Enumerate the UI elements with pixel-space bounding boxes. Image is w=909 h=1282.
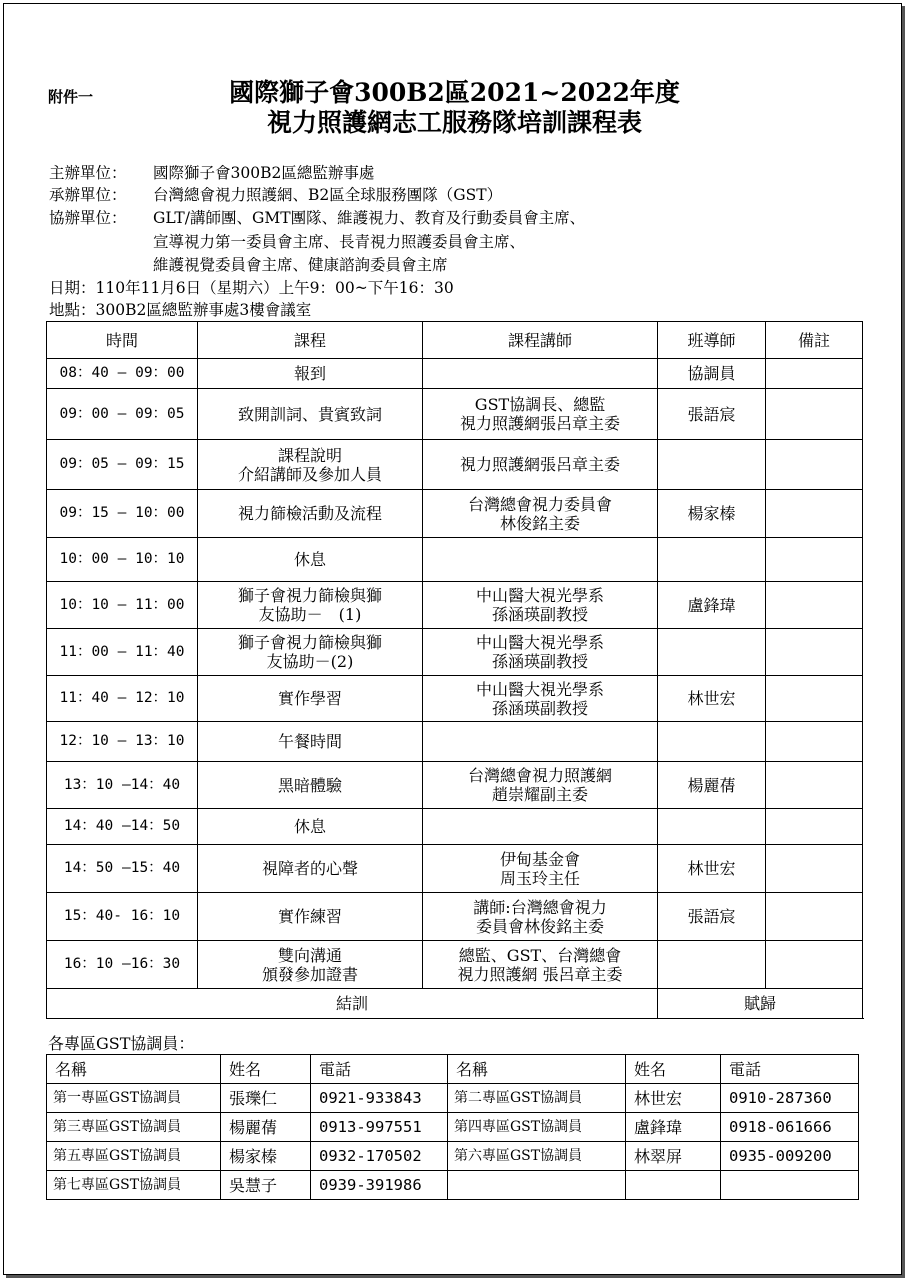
lecturer-line: 委員會林俊銘主委 [475, 916, 604, 936]
course-line: 頒發參加證書 [261, 964, 358, 984]
schedule-time: 14：50 –15：40 [47, 845, 198, 893]
schedule-time: 11：00 – 11：40 [47, 629, 198, 676]
attachment-label: 附件一 [48, 88, 94, 106]
schedule-tutor [658, 722, 766, 762]
course-line: 休息 [293, 550, 326, 569]
schedule-row [47, 582, 863, 629]
lecturer-line: 孫涵瑛副教授 [491, 605, 588, 624]
schedule-remarks [766, 941, 863, 989]
lecturer-line: 視力照護網張呂章主委 [459, 455, 620, 474]
coord-phone [721, 1171, 859, 1200]
coord-phone: 0913-997551 [311, 1113, 448, 1142]
course-line: 實作練習 [277, 907, 342, 926]
coordinator-row [47, 1142, 859, 1171]
schedule-time: 10：10 – 11：00 [47, 582, 198, 629]
schedule-lecturer [423, 676, 658, 722]
schedule-time: 10：00 – 10：10 [47, 538, 198, 582]
schedule-lecturer [423, 440, 658, 490]
coord-header-phone: 電話 [311, 1055, 448, 1084]
schedule-time: 16：10 –16：30 [47, 941, 198, 989]
coord-phone: 0939-391986 [311, 1171, 448, 1200]
schedule-remarks [766, 893, 863, 941]
schedule-row [47, 845, 863, 893]
coord-area: 第五專區GST協調員 [47, 1142, 221, 1171]
lecturer-line: 林俊銘主委 [499, 513, 580, 533]
schedule-tutor: 楊家榛 [658, 490, 766, 538]
schedule-remarks [766, 762, 863, 809]
schedule-lecturer [423, 845, 658, 893]
schedule-tutor: 楊麗蒨 [658, 762, 766, 809]
course-line: 視力篩檢活動及流程 [237, 504, 382, 523]
schedule-remarks [766, 809, 863, 845]
schedule-row [47, 538, 863, 582]
schedule-tutor: 張語宸 [658, 893, 766, 941]
coordinator-row [47, 1084, 859, 1113]
schedule-remarks [766, 676, 863, 722]
coord-header-person-2: 姓名 [626, 1055, 721, 1084]
host-label: 承辦單位： [49, 186, 127, 204]
lecturer-line: 總監、GST、台灣總會 [458, 945, 622, 965]
coord-person: 林世宏 [626, 1084, 721, 1113]
host-value: 台灣總會視力照護網、B2區全球服務團隊（GST） [153, 186, 503, 204]
schedule-row [47, 762, 863, 809]
schedule-lecturer [423, 359, 658, 389]
host-line [49, 185, 502, 205]
schedule-time: 14：40 –14：50 [47, 809, 198, 845]
schedule-closing-row [47, 989, 863, 1019]
schedule-course [198, 762, 423, 809]
coord-area: 第七專區GST協調員 [47, 1171, 221, 1200]
schedule-course [198, 490, 423, 538]
coord-area [448, 1171, 626, 1200]
schedule-tutor [658, 538, 766, 582]
schedule-row [47, 893, 863, 941]
schedule-lecturer [423, 538, 658, 582]
schedule-header-row [47, 322, 863, 359]
schedule-remarks [766, 845, 863, 893]
schedule-time: 09：05 – 09：15 [47, 440, 198, 490]
lecturer-line: 講師:台灣總會視力 [473, 897, 607, 917]
schedule-course [198, 389, 423, 440]
schedule-lecturer [423, 762, 658, 809]
schedule-row [47, 440, 863, 490]
schedule-remarks [766, 722, 863, 762]
closing-right-text: 賦歸 [743, 994, 776, 1013]
organizer-label: 主辦單位： [49, 164, 127, 182]
organizer-line [49, 163, 374, 183]
coord-area: 第六專區GST協調員 [448, 1142, 626, 1171]
lecturer-line: 視力照護網張呂章主委 [459, 414, 620, 433]
course-line: 休息 [293, 817, 326, 836]
course-line: 友協助－(2) [266, 652, 354, 671]
co-organizer-line [49, 208, 585, 228]
coord-phone: 0921-933843 [311, 1084, 448, 1113]
coord-person: 張瓅仁 [221, 1084, 311, 1113]
schedule-lecturer [423, 582, 658, 629]
schedule-row [47, 941, 863, 989]
schedule-lecturer [423, 389, 658, 440]
schedule-lecturer [423, 629, 658, 676]
course-line: 午餐時間 [277, 732, 342, 751]
lecturer-line: 視力照護網 張呂章主委 [457, 964, 623, 984]
event-date: 日期：110年11月6日（星期六）上午9：00~下午16：30 [49, 279, 454, 297]
schedule-row [47, 389, 863, 440]
schedule-course [198, 629, 423, 676]
course-line: 黑暗體驗 [277, 775, 342, 795]
lecturer-line: 中山醫大視光學系 [475, 633, 604, 652]
schedule-remarks [766, 538, 863, 582]
coordinators-title: 各專區GST協調員： [48, 1034, 195, 1053]
co-organizer-value-3: 維護視覺委員會主席、健康諮詢委員會主席 [153, 256, 448, 274]
lecturer-line: 趙崇耀副主委 [491, 785, 588, 804]
coord-person [626, 1171, 721, 1200]
schedule-course [198, 893, 423, 941]
coord-phone: 0910-287360 [721, 1084, 859, 1113]
coord-phone: 0935-009200 [721, 1142, 859, 1171]
schedule-tutor: 張語宸 [658, 389, 766, 440]
coordinator-row [47, 1171, 859, 1200]
course-line: 實作學習 [277, 689, 342, 708]
schedule-time: 15：40- 16：10 [47, 893, 198, 941]
schedule-tutor [658, 941, 766, 989]
schedule-remarks [766, 629, 863, 676]
coord-area: 第三專區GST協調員 [47, 1113, 221, 1142]
header-lecturer: 課程講師 [423, 322, 658, 359]
closing-left-text: 結訓 [335, 994, 368, 1013]
schedule-remarks [766, 440, 863, 490]
schedule-course [198, 676, 423, 722]
lecturer-line: GST協調長、總監 [474, 395, 606, 414]
co-organizer-label: 協辦單位： [49, 209, 127, 227]
lecturer-line: 周玉玲主任 [499, 868, 580, 888]
schedule-course [198, 941, 423, 989]
document-title-line2: 視力照護網志工服務隊培訓課程表 [266, 108, 642, 137]
schedule-course [198, 359, 423, 389]
schedule-lecturer [423, 490, 658, 538]
schedule-row [47, 676, 863, 722]
schedule-row [47, 722, 863, 762]
coord-phone: 0918-061666 [721, 1113, 859, 1142]
lecturer-line: 伊甸基金會 [499, 849, 580, 869]
schedule-course [198, 845, 423, 893]
organizer-value: 國際獅子會300B2區總監辦事處 [153, 164, 375, 182]
course-line: 視障者的心聲 [261, 859, 358, 878]
lecturer-line: 孫涵瑛副教授 [491, 652, 588, 671]
schedule-tutor: 盧鋒瑋 [658, 582, 766, 629]
schedule-remarks [766, 359, 863, 389]
course-line: 雙向溝通 [277, 945, 342, 965]
event-place: 地點：300B2區總監辦事處3樓會議室 [49, 301, 312, 319]
course-line: 友協助－ (1) [258, 605, 362, 624]
header-time: 時間 [47, 322, 198, 359]
schedule-course [198, 582, 423, 629]
course-line: 介紹講師及參加人員 [237, 464, 382, 484]
co-organizer-value-1: GLT/講師團、GMT團隊、維護視力、教育及行動委員會主席、 [153, 209, 586, 227]
schedule-lecturer [423, 722, 658, 762]
schedule-tutor: 林世宏 [658, 676, 766, 722]
coord-person: 楊麗蒨 [221, 1113, 311, 1142]
coord-person: 盧鋒瑋 [626, 1113, 721, 1142]
course-line: 致開訓詞、貴賓致詞 [237, 404, 382, 424]
coordinators-table [46, 1054, 859, 1200]
schedule-course [198, 440, 423, 490]
schedule-time: 11：40 – 12：10 [47, 676, 198, 722]
lecturer-line: 台灣總會視力照護網 [467, 766, 612, 785]
coord-area: 第一專區GST協調員 [47, 1084, 221, 1113]
schedule-tutor [658, 629, 766, 676]
schedule-lecturer [423, 941, 658, 989]
header-course: 課程 [198, 322, 423, 359]
coord-phone: 0932-170502 [311, 1142, 448, 1171]
schedule-tutor [658, 809, 766, 845]
closing-right [658, 989, 863, 1019]
coordinators-header-row [47, 1055, 859, 1084]
coord-header-name: 名稱 [47, 1055, 221, 1084]
coord-area: 第四專區GST協調員 [448, 1113, 626, 1142]
schedule-row [47, 490, 863, 538]
schedule-remarks [766, 490, 863, 538]
coord-header-phone-2: 電話 [721, 1055, 859, 1084]
course-line: 獅子會視力篩檢與獅 [237, 586, 382, 605]
course-line: 報到 [293, 364, 326, 383]
closing-left [47, 989, 658, 1019]
schedule-remarks [766, 389, 863, 440]
document-title-line1: 國際獅子會300B2區2021~2022年度 [229, 78, 680, 107]
schedule-time: 13：10 –14：40 [47, 762, 198, 809]
schedule-time: 12：10 – 13：10 [47, 722, 198, 762]
lecturer-line: 中山醫大視光學系 [475, 586, 604, 605]
lecturer-line: 孫涵瑛副教授 [491, 698, 588, 718]
schedule-tutor [658, 440, 766, 490]
schedule-time: 08：40 – 09：00 [47, 359, 198, 389]
coord-person: 楊家榛 [221, 1142, 311, 1171]
coord-person: 林翠屏 [626, 1142, 721, 1171]
schedule-row [47, 809, 863, 845]
co-organizer-value-2: 宣導視力第一委員會主席、長青視力照護委員會主席、 [153, 233, 526, 251]
course-line: 獅子會視力篩檢與獅 [237, 633, 382, 652]
schedule-remarks [766, 582, 863, 629]
schedule-course [198, 722, 423, 762]
schedule-row [47, 359, 863, 389]
lecturer-line: 台灣總會視力委員會 [467, 494, 612, 514]
schedule-course [198, 538, 423, 582]
coord-area: 第二專區GST協調員 [448, 1084, 626, 1113]
schedule-time: 09：15 – 10：00 [47, 490, 198, 538]
schedule-lecturer [423, 809, 658, 845]
schedule-course [198, 809, 423, 845]
header-tutor: 班導師 [658, 322, 766, 359]
course-line: 課程說明 [277, 445, 342, 465]
coordinator-row [47, 1113, 859, 1142]
schedule-tutor: 林世宏 [658, 845, 766, 893]
schedule-lecturer [423, 893, 658, 941]
schedule-tutor: 協調員 [658, 359, 766, 389]
schedule-time: 09：00 – 09：05 [47, 389, 198, 440]
coord-header-name-2: 名稱 [448, 1055, 626, 1084]
lecturer-line: 中山醫大視光學系 [475, 679, 604, 699]
header-remarks: 備註 [766, 322, 863, 359]
course-schedule-table [46, 321, 863, 1019]
schedule-row [47, 629, 863, 676]
coord-person: 吳慧子 [221, 1171, 311, 1200]
coord-header-person: 姓名 [221, 1055, 311, 1084]
